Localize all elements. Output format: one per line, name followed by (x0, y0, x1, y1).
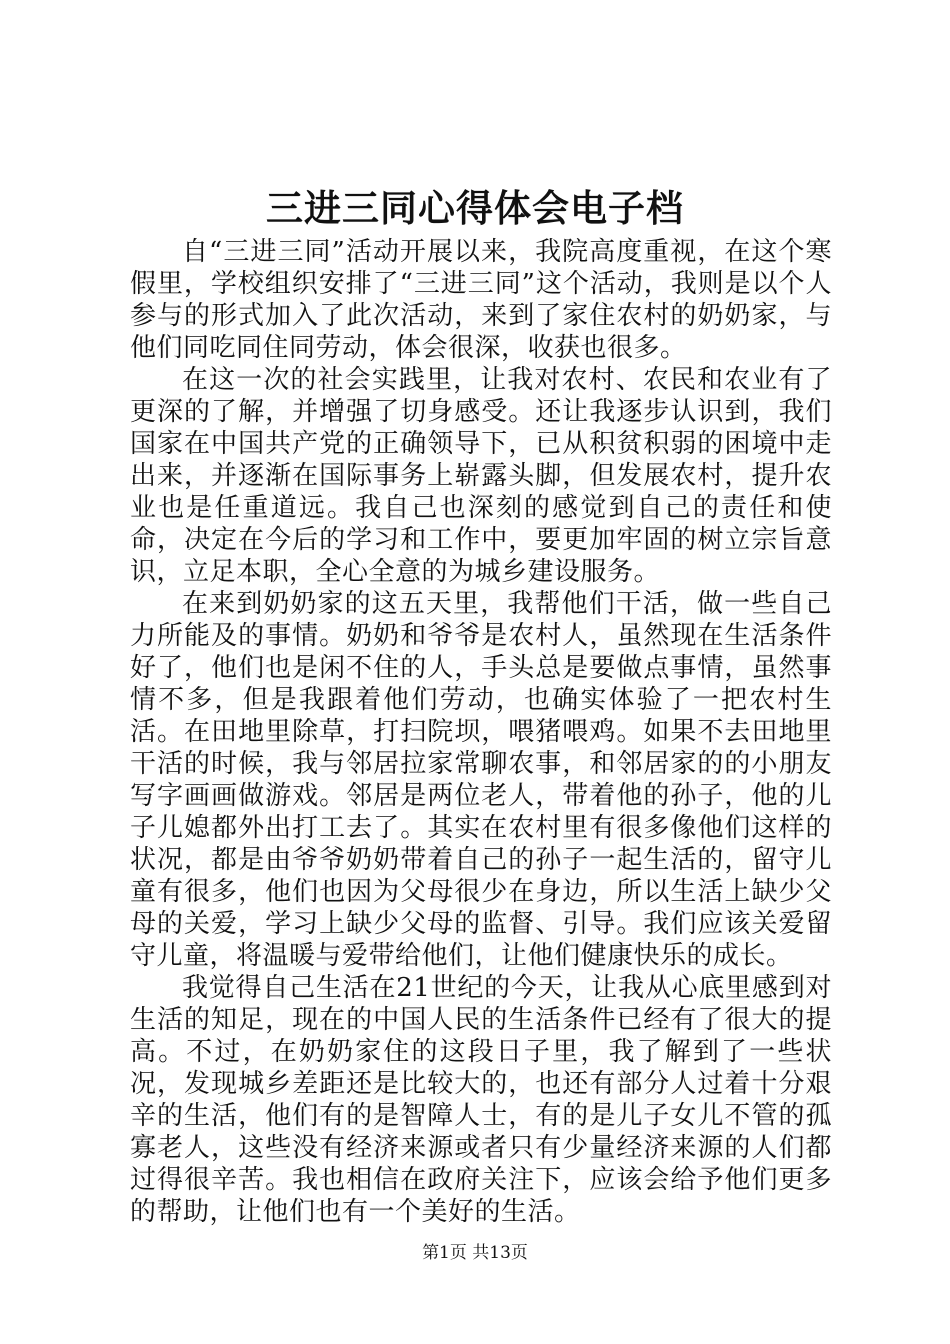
paragraph-4: 我觉得自己生活在21世纪的今天，让我从心底里感到对生活的知足，现在的中国人民的生活条件已经有了很大的提高。不过，在奶奶家住的这段日子里，我了解到了一些状况，发现城乡差距还是比较大的，也还有部分人过着十分艰辛的生活，他们有的是智障人士，有的是儿子女儿不管的孤寡老人，这些没有经济来源或者只有少量经济来源的人们都过得很辛苦。我也相信在政府关注下，应该会给予他们更多的帮助，让他们也有一个美好的生活。 (130, 973, 832, 1227)
paragraph-1: 自“三进三同”活动开展以来，我院高度重视，在这个寒假里，学校组织安排了“三进三同”这个活动，我则是以个人参与的形式加入了此次活动，来到了家住农村的奶奶家，与他们同吃同住同劳动，体会很深，收获也很多。 (130, 237, 832, 363)
document-title: 三进三同心得体会电子档 (266, 186, 684, 230)
paragraph-3: 在来到奶奶家的这五天里，我帮他们干活，做一些自己力所能及的事情。奶奶和爷爷是农村人，虽然现在生活条件好了，他们也是闲不住的人，手头总是要做点事情，虽然事情不多，但是我跟着他们劳动，也确实体验了一把农村生活。在田地里除草，打扫院坝，喂猪喂鸡。如果不去田地里干活的时候，我与邻居拉家常聊农事，和邻居家的的小朋友写字画画做游戏。邻居是两位老人，带着他的孙子，他的儿子儿媳都外出打工去了。其实在农村里有很多像他们这样的状况，都是由爷爷奶奶带着自己的孙子一起生活的，留守儿童有很多，他们也因为父母很少在身边，所以生活上缺少父母的关爱，学习上缺少父母的监督、引导。我们应该关爱留守儿童，将温暖与爱带给他们，让他们健康快乐的成长。 (130, 589, 832, 971)
paragraph-2: 在这一次的社会实践里，让我对农村、农民和农业有了更深的了解，并增强了切身感受。还让我逐步认识到，我们国家在中国共产党的正确领导下，已从积贫积弱的困境中走出来，并逐渐在国际事务上崭露头脚，但发展农村，提升农业也是任重道远。我自己也深刻的感觉到自己的责任和使命，决定在今后的学习和工作中，要更加牢固的树立宗旨意识，立足本职，全心全意的为城乡建设服务。 (130, 365, 832, 587)
document-body (130, 236, 832, 1228)
page-number-footer: 第1页 共13页 (422, 1243, 528, 1263)
